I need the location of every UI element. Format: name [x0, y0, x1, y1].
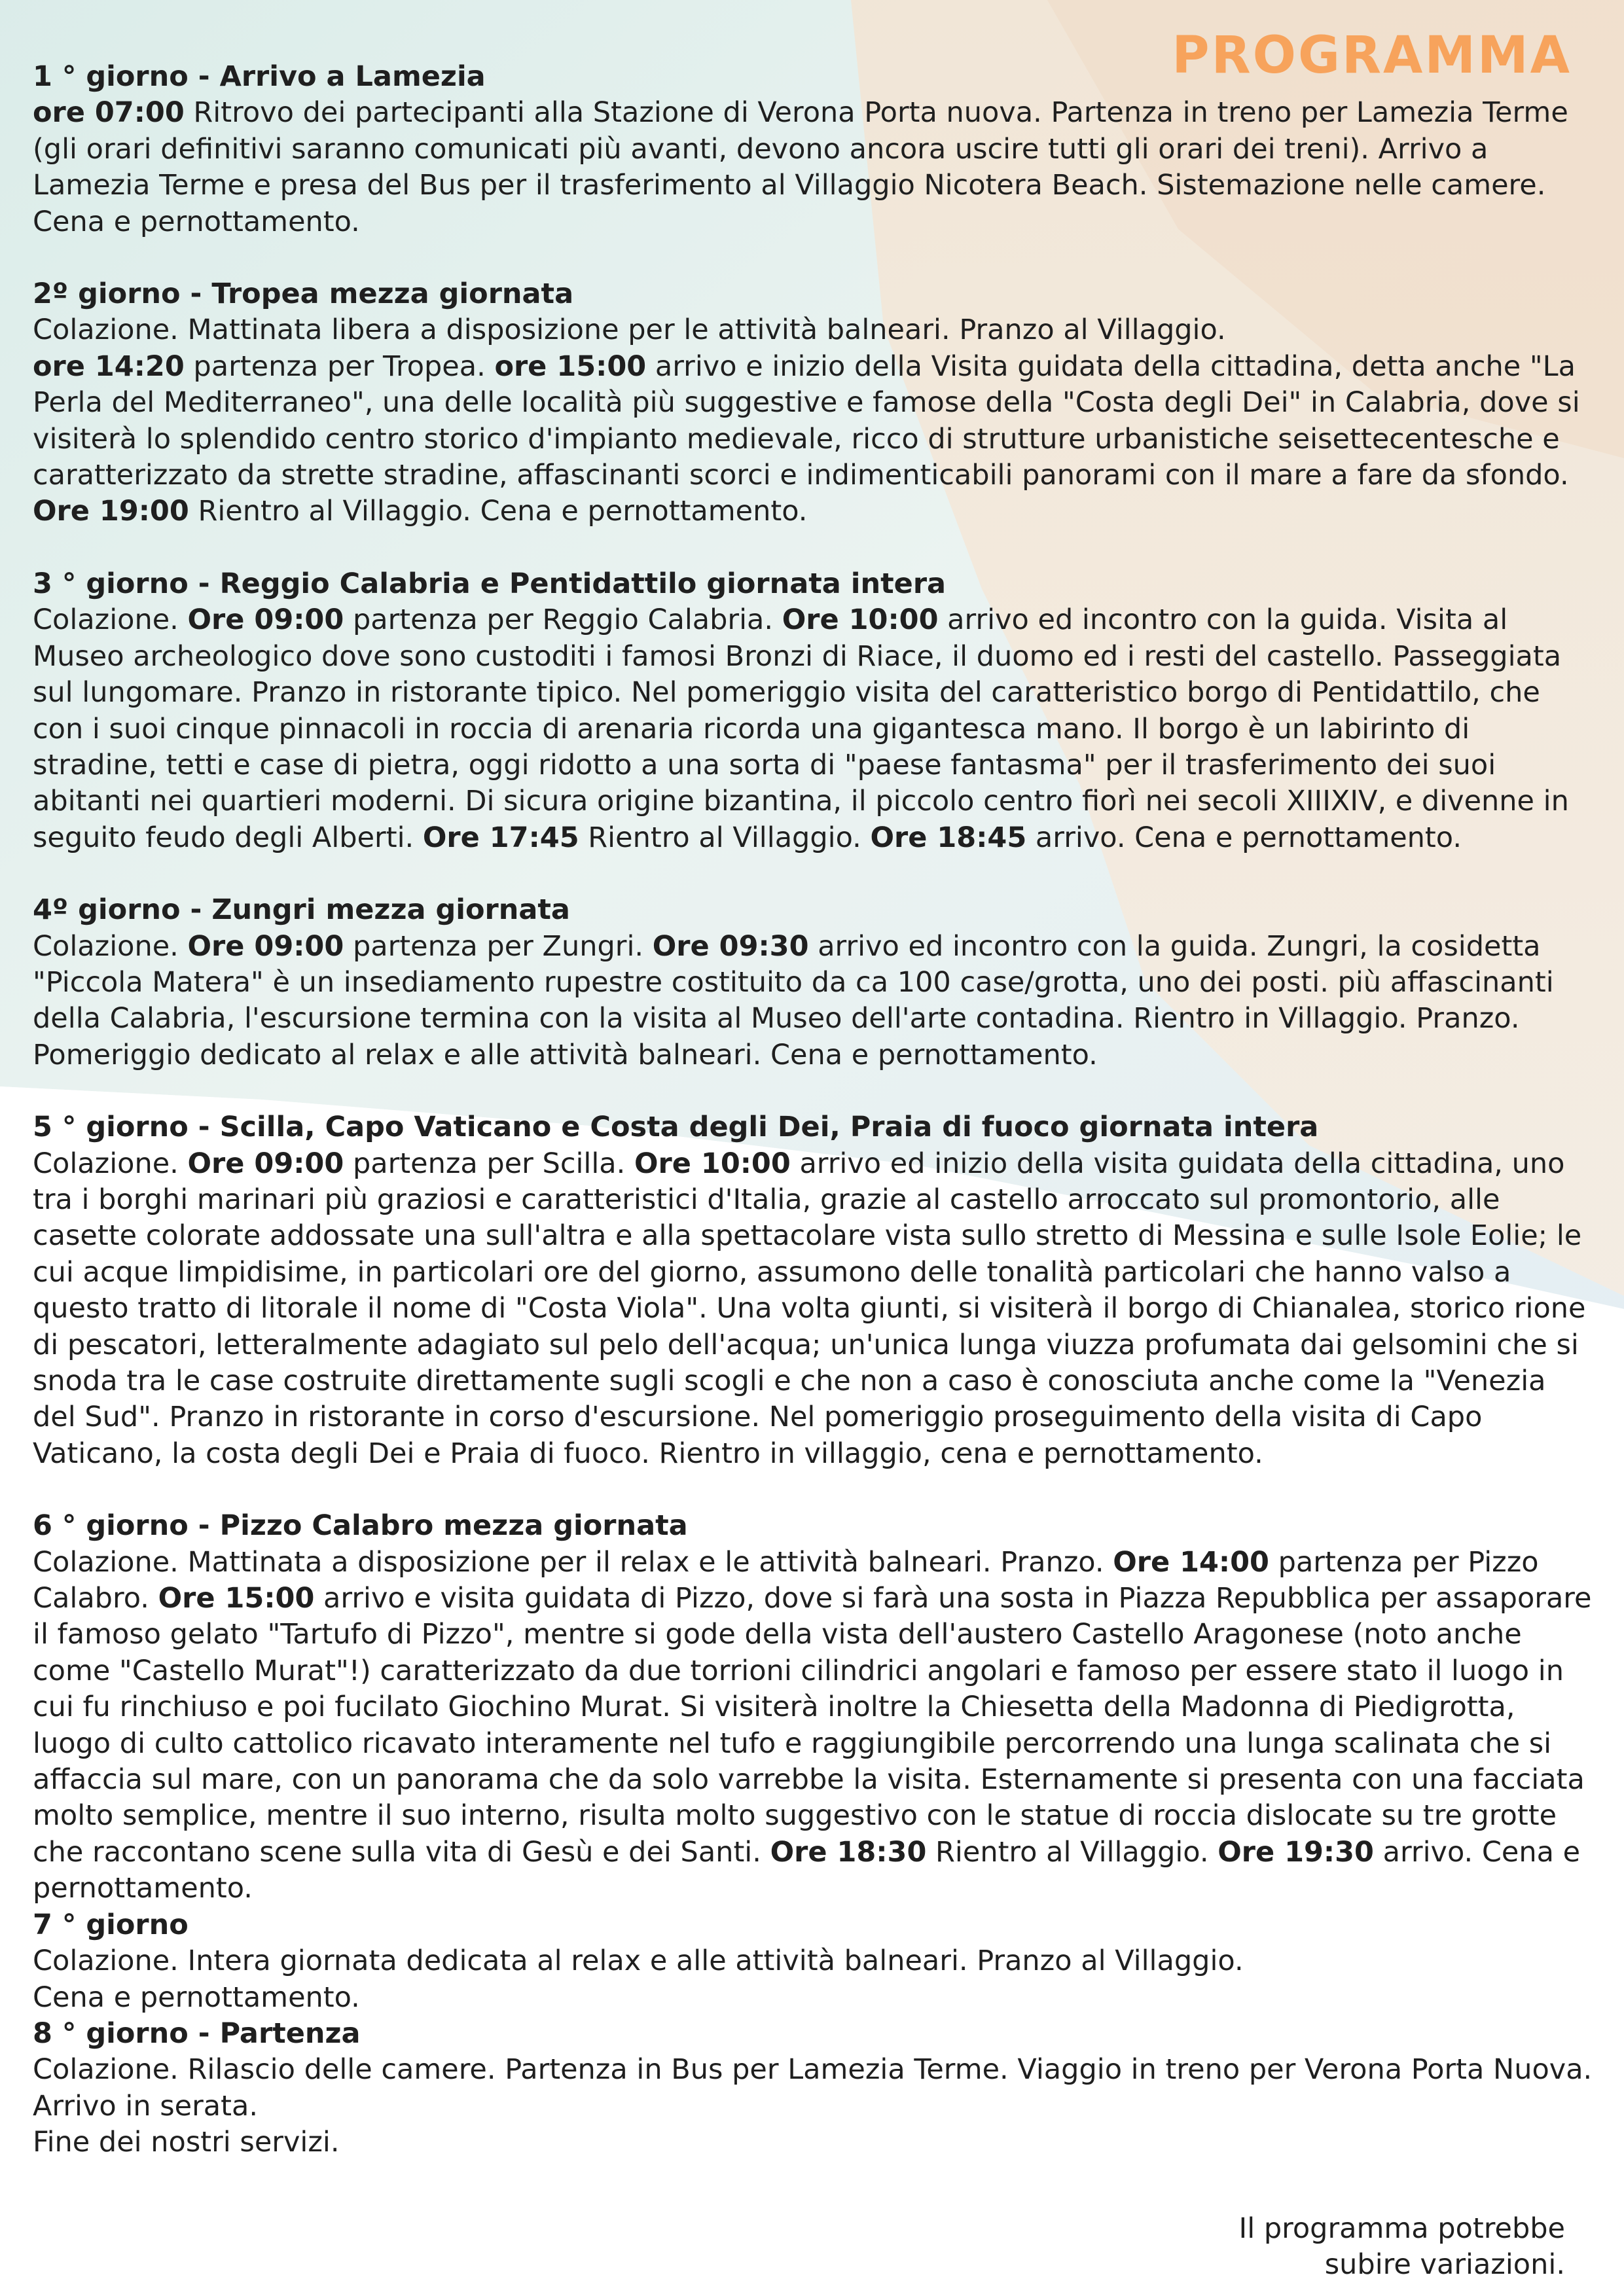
time-label: ore 07:00 — [33, 96, 185, 130]
day-paragraph — [33, 312, 1597, 348]
day-title: 7 ° giorno — [33, 1908, 189, 1941]
time-label: Ore 18:30 — [770, 1835, 927, 1869]
page-title: PROGRAMMA — [1172, 26, 1572, 85]
day-paragraph — [33, 2052, 1597, 2125]
day-paragraph — [33, 95, 1597, 240]
day-paragraph — [33, 2125, 1597, 2161]
paragraph-text: Colazione. — [33, 603, 188, 637]
time-label: ore 14:20 — [33, 350, 185, 383]
paragraph-text: arrivo ed inizio della visita guidata della cittadina, uno tra i borghi marinari più graziosi e caratteristici d'Italia, grazie al castello arroccato sul promontorio, alle casette colorate addossate una sull'altra e alla spettacolare vista sullo stretto di Messina e sulle Isole Eolie; le cui acque limpidisime, in particolari ore del giorno, assumono delle tonalità particolari che hanno valso a questo tratto di litorale il nome di "Costa Viola". Una volta giunti, si visiterà il borgo di Chianalea, storico rione di pescatori, letteralmente adagiato sul pelo dell'acqua; un'unica lunga viuzza profumata dai gelsomini che si snoda tra le case costruite direttamente sugli scogli e che non a caso è conosciuta anche come la "Venezia del Sud". Pranzo in ristorante in corso d'escursione. Nel pomeriggio proseguimento della visita di Capo Vaticano, la costa degli Dei e Praia di fuoco. Rientro in villaggio, cena e pernottamento. — [33, 1147, 1586, 1470]
day-paragraph — [33, 602, 1597, 856]
day-section — [33, 1508, 1597, 1907]
day-section — [33, 1907, 1597, 2016]
day-title: 5 ° giorno - Scilla, Capo Vaticano e Costa degli Dei, Praia di fuoco giornata intera — [33, 1111, 1319, 1144]
itinerary — [33, 59, 1597, 2161]
day-section — [33, 566, 1597, 856]
paragraph-text: partenza per Reggio Calabria. — [344, 603, 782, 637]
time-label: Ore 09:00 — [187, 603, 344, 637]
paragraph-text: arrivo ed incontro con la guida. Zungri, la cosidetta "Piccola Matera" è un insediamento rupestre costituito da ca 100 case/grotta, uno dei posti. più affascinanti della Calabria, l'escursione termina con la visita al Museo dell'arte contadina. Rientro in Villaggio. Pranzo. Pomeriggio dedicato al relax e alle attività balneari. Cena e pernottamento. — [33, 929, 1554, 1071]
time-label: Ore 18:45 — [870, 821, 1027, 854]
section-spacer — [33, 1073, 1597, 1109]
paragraph-text: Fine dei nostri servizi. — [33, 2126, 340, 2159]
day-section — [33, 892, 1597, 1073]
paragraph-text: arrivo ed incontro con la guida. Visita al Museo archeologico dove sono custoditi i famosi Bronzi di Riace, il duomo ed i resti del castello. Passeggiata sul lungomare. Pranzo in ristorante tipico. Nel pomeriggio visita del caratteristico borgo di Pentidattilo, che con i suoi cinque pinnacoli in roccia di arenaria ricorda una gigantesca mano. Il borgo è un labirinto di stradine, tetti e case di pietra, oggi ridotto a una sorta di "paese fantasma" per il trasferimento dei suoi abitanti nei quartieri moderni. Di sicura origine bizantina, il piccolo centro fiorì nei secoli XIIIXIV, e divenne in seguito feudo degli Alberti. — [33, 603, 1569, 854]
section-spacer — [33, 240, 1597, 276]
section-spacer — [33, 856, 1597, 892]
day-paragraph — [33, 1545, 1597, 1907]
paragraph-text: arrivo e visita guidata di Pizzo, dove si farà una sosta in Piazza Repubblica per assaporare il famoso gelato "Tartufo di Pizzo", mentre si gode della vista dell'austero Castello Aragonese (noto anche come "Castello Murat"!) caratterizzato da due torrioni cilindrici angolari e famoso per essere stato il luogo in cui fu rinchiuso e poi fucilato Giochino Murat. Si visiterà inoltre la Chiesetta della Madonna di Piedigrotta, luogo di culto cattolico ricavato interamente nel tufo e raggiungibile percorrendo una lunga scalinata che si affaccia sul mare, con un panorama che da solo varrebbe la visita. Esternamente si presenta con una facciata molto semplice, mentre il suo interno, risulta molto suggestivo con le statue di roccia dislocate su tre grotte che raccontano scene sulla vita di Gesù e dei Santi. — [33, 1582, 1592, 1869]
paragraph-text: Rientro al Villaggio. — [579, 821, 871, 854]
time-label: Ore 19:30 — [1218, 1835, 1374, 1869]
paragraph-text: Colazione. Mattinata a disposizione per il relax e le attività balneari. Pranzo. — [33, 1545, 1113, 1579]
day-title: 8 ° giorno - Partenza — [33, 2017, 361, 2050]
day-paragraph — [33, 929, 1597, 1074]
paragraph-text: Colazione. Intera giornata dedicata al relax e alle attività balneari. Pranzo al Villaggio. — [33, 1945, 1244, 1978]
paragraph-text: Cena e pernottamento. — [33, 1981, 360, 2014]
day-section — [33, 276, 1597, 530]
section-spacer — [33, 1472, 1597, 1508]
paragraph-text: partenza per Scilla. — [344, 1147, 634, 1180]
day-title: 2º giorno - Tropea mezza giornata — [33, 278, 574, 311]
time-label: Ore 19:00 — [33, 495, 189, 528]
paragraph-text: Colazione. Mattinata libera a disposizione per le attività balneari. Pranzo al Villaggio. — [33, 314, 1226, 347]
time-label: Ore 09:00 — [187, 1147, 344, 1180]
time-label: Ore 15:00 — [158, 1582, 315, 1615]
footer-note-line1: Il programma potrebbe — [1238, 2212, 1565, 2245]
paragraph-text: Colazione. — [33, 929, 188, 963]
day-section — [33, 59, 1597, 240]
time-label: Ore 09:00 — [187, 929, 344, 963]
time-label: Ore 17:45 — [422, 821, 579, 854]
paragraph-text: arrivo e inizio della Visita guidata della cittadina, detta anche "La Perla del Mediterraneo", una delle località più suggestive e famose della "Costa degli Dei" in Calabria, dove si visiterà lo splendido centro storico d'impianto medievale, ricco di strutture urbanistiche seisettecentesche e caratterizzato da strette stradine, affascinanti scorci e indimenticabili panorami con il mare a fare da sfondo. — [33, 350, 1580, 492]
time-label: ore 15:00 — [494, 350, 647, 383]
paragraph-text: Rientro al Villaggio. — [926, 1835, 1218, 1869]
day-paragraph — [33, 1943, 1597, 1979]
day-section — [33, 2016, 1597, 2161]
paragraph-text: Ritrovo dei partecipanti alla Stazione di Verona Porta nuova. Partenza in treno per Lamezia Terme (gli orari definitivi saranno comunicati più avanti, devono ancora uscire tutti gli orari dei treni). Arrivo a Lamezia Terme e presa del Bus per il trasferimento al Villaggio Nicotera Beach. Sistemazione nelle camere. Cena e pernottamento. — [33, 96, 1568, 238]
time-label: Ore 14:00 — [1113, 1545, 1269, 1579]
time-label: Ore 10:00 — [634, 1147, 791, 1180]
day-paragraph — [33, 349, 1597, 530]
time-label: Ore 09:30 — [652, 929, 809, 963]
paragraph-text: partenza per Pizzo Calabro. — [33, 1545, 1539, 1615]
paragraph-text: Colazione. — [33, 1147, 188, 1180]
time-label: Ore 10:00 — [782, 603, 939, 637]
day-title: 4º giorno - Zungri mezza giornata — [33, 893, 570, 927]
paragraph-text: Colazione. Rilascio delle camere. Partenza in Bus per Lamezia Terme. Viaggio in treno per Verona Porta Nuova. Arrivo in serata. — [33, 2053, 1593, 2123]
paragraph-text: arrivo. Cena e pernottamento. — [1026, 821, 1462, 854]
day-title: 1 ° giorno - Arrivo a Lamezia — [33, 60, 486, 93]
day-paragraph — [33, 1146, 1597, 1473]
paragraph-text: partenza per Zungri. — [344, 929, 653, 963]
footer-note-line2: subire variazioni. — [1324, 2248, 1565, 2281]
paragraph-text: arrivo. Cena e pernottamento. — [33, 1835, 1581, 1905]
paragraph-text: Rientro al Villaggio. Cena e pernottamento. — [189, 495, 808, 528]
section-spacer — [33, 530, 1597, 566]
footer-note — [1239, 2211, 1565, 2283]
day-title: 6 ° giorno - Pizzo Calabro mezza giornata — [33, 1509, 688, 1543]
day-title: 3 ° giorno - Reggio Calabria e Pentidattilo giornata intera — [33, 567, 947, 600]
day-paragraph — [33, 1980, 1597, 2016]
day-section — [33, 1109, 1597, 1472]
paragraph-text: partenza per Tropea. — [184, 350, 495, 383]
